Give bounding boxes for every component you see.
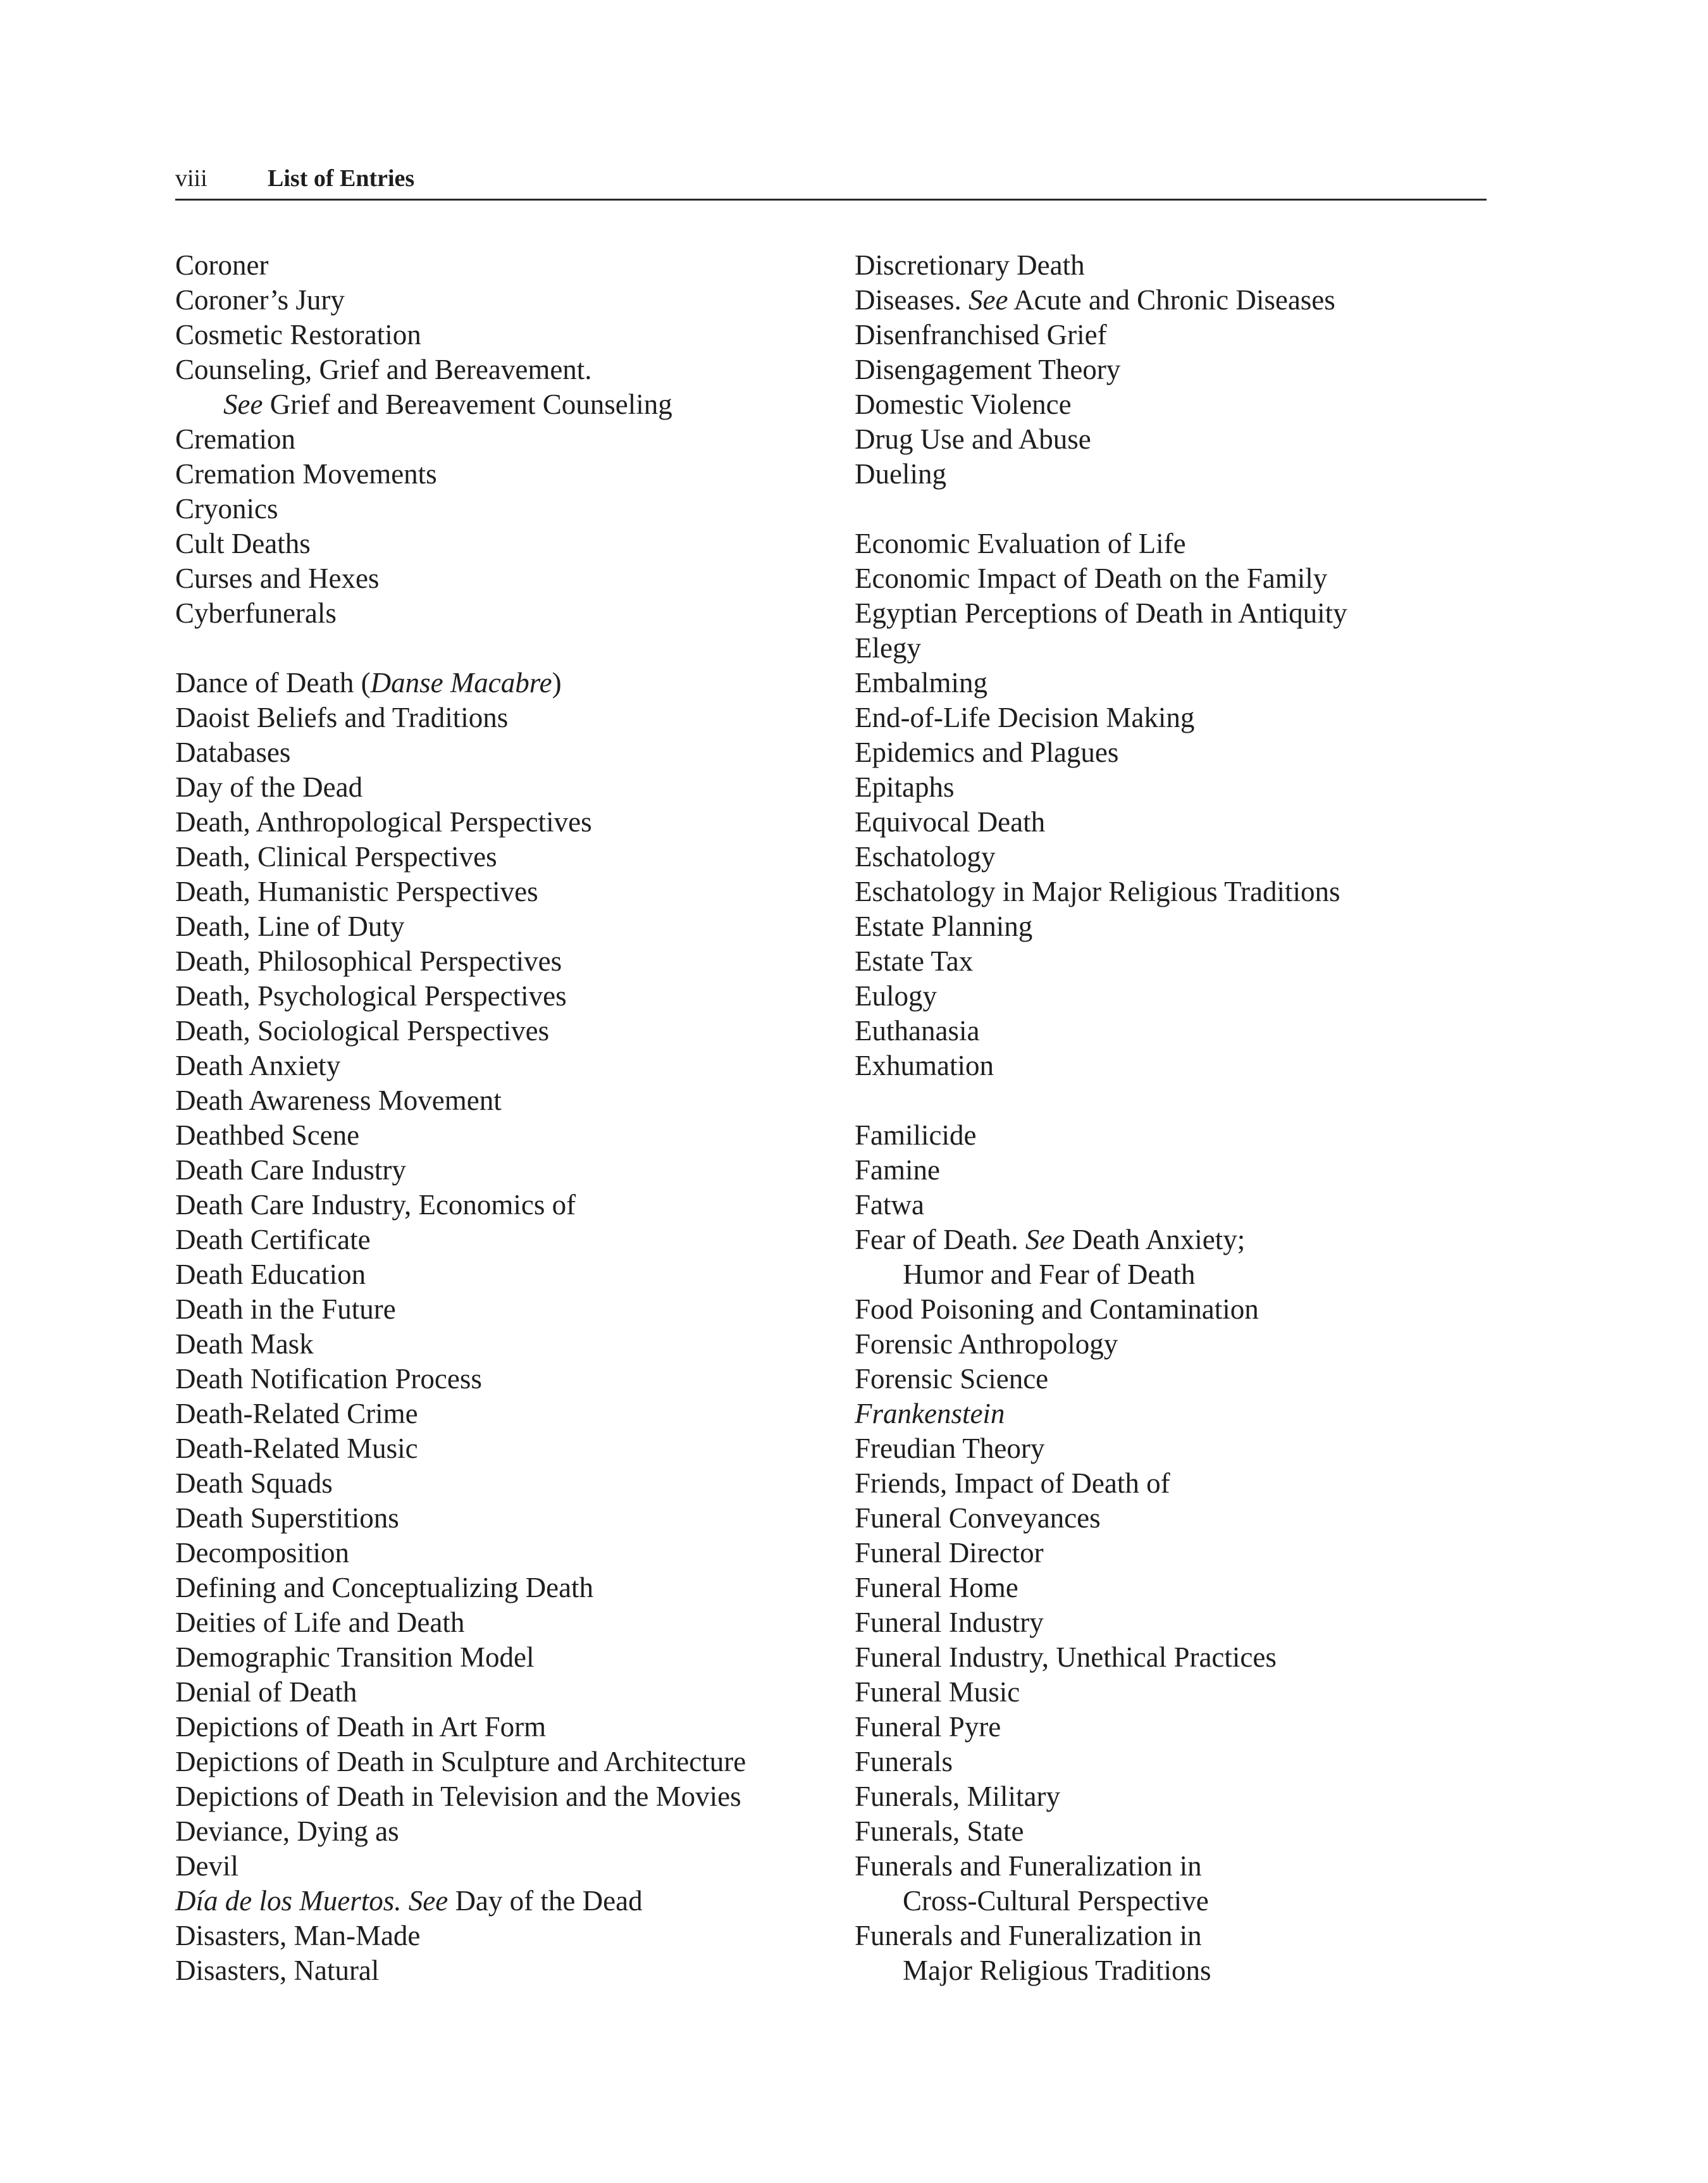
entry-continuation: Cross-Cultural Perspective	[903, 1885, 1209, 1917]
entry-item: Estate Planning	[855, 911, 1033, 942]
entry-item: Disenfranchised Grief	[855, 319, 1107, 351]
entry-item: Eschatology	[855, 841, 996, 873]
entry-item: Death Mask	[175, 1328, 314, 1360]
entry-item: Funeral Director	[855, 1537, 1044, 1569]
entry-item: Funerals and Funeralization in	[855, 1850, 1202, 1882]
entry-item: Economic Impact of Death on the Family	[855, 563, 1328, 594]
entry-item: Death, Philosophical Perspectives	[175, 945, 562, 977]
entry-item: Cremation	[175, 423, 295, 455]
entry-item: Depictions of Death in Television and the Movies	[175, 1781, 741, 1812]
entry-item: Deities of Life and Death	[175, 1607, 465, 1638]
entry-item: Deathbed Scene	[175, 1119, 360, 1151]
entry-item: Curses and Hexes	[175, 563, 380, 594]
section-gap	[855, 1083, 1487, 1118]
entry-item: Cyberfunerals	[175, 597, 337, 629]
entry-item: Elegy	[855, 632, 921, 664]
entry-item: Disengagement Theory	[855, 354, 1121, 385]
entry-item: Dueling	[855, 458, 946, 490]
entry-item: Cult Deaths	[175, 528, 311, 559]
entry-item: Egyptian Perceptions of Death in Antiquity	[855, 597, 1347, 629]
entry-item: Embalming	[855, 667, 987, 699]
entry-item: Death Care Industry	[175, 1154, 406, 1186]
entry-item: Death in the Future	[175, 1293, 396, 1325]
cross-reference-target: Day of the Dead	[448, 1885, 643, 1917]
entry-item: Death Squads	[175, 1467, 333, 1499]
entry-item: Death-Related Crime	[175, 1398, 418, 1429]
entry-item: Familicide	[855, 1119, 977, 1151]
entry-continuation: Humor and Fear of Death	[903, 1259, 1196, 1290]
entry-item: Estate Tax	[855, 945, 974, 977]
entry-item: Defining and Conceptualizing Death	[175, 1572, 594, 1603]
entry-item: Famine	[855, 1154, 940, 1186]
entry-item: Death Awareness Movement	[175, 1085, 502, 1116]
entry-item: End-of-Life Decision Making	[855, 702, 1195, 733]
entry-item: Death Certificate	[175, 1224, 371, 1255]
section-gap	[175, 631, 833, 666]
entry-item: Death, Clinical Perspectives	[175, 841, 497, 873]
cross-reference-target: Acute and Chronic Diseases	[1008, 284, 1335, 316]
entry-text: Diseases.	[855, 284, 968, 316]
entry-item: Exhumation	[855, 1050, 994, 1081]
entry-item: Death Notification Process	[175, 1363, 482, 1395]
entry-text: Dance of Death (	[175, 667, 371, 699]
entry-item: Daoist Beliefs and Traditions	[175, 702, 509, 733]
entry-text: )	[552, 667, 562, 699]
entry-item: Eulogy	[855, 980, 937, 1012]
entry-item: Counseling, Grief and Bereavement.	[175, 354, 592, 385]
entry-item: Devil	[175, 1850, 238, 1882]
entry-item	[855, 283, 1487, 318]
entry-item: Forensic Anthropology	[855, 1328, 1118, 1360]
entry-item	[855, 1222, 1487, 1257]
entry-item: Funerals	[855, 1746, 953, 1777]
entry-item: Cryonics	[175, 493, 278, 525]
entry-item: Eschatology in Major Religious Traditions	[855, 876, 1340, 907]
entry-item: Cremation Movements	[175, 458, 437, 490]
entry-item: Death Education	[175, 1259, 366, 1290]
entry-italic-text: Día de los Muertos.	[175, 1885, 402, 1917]
running-title: List of Entries	[268, 165, 415, 192]
entry-item: Death, Anthropological Perspectives	[175, 806, 592, 838]
entry-item: Cosmetic Restoration	[175, 319, 421, 351]
entry-item: Domestic Violence	[855, 389, 1072, 420]
entry-item: Economic Evaluation of Life	[855, 528, 1186, 559]
entry-italic-text: Danse Macabre	[370, 667, 552, 699]
entry-item: Demographic Transition Model	[175, 1641, 535, 1673]
entry-item: Funeral Pyre	[855, 1711, 1001, 1743]
entry-text: Fear of Death.	[855, 1224, 1025, 1255]
entry-item: Friends, Impact of Death of	[855, 1467, 1170, 1499]
entry-item: Funeral Home	[855, 1572, 1018, 1603]
entry-item: Equivocal Death	[855, 806, 1046, 838]
entry-continuation	[175, 387, 833, 422]
entry-item: Death, Psychological Perspectives	[175, 980, 567, 1012]
entry-item: Epidemics and Plagues	[855, 737, 1119, 768]
entry-item: Day of the Dead	[175, 771, 363, 803]
entries-right-column	[855, 248, 1487, 1988]
entry-item: Death Superstitions	[175, 1502, 399, 1534]
see-reference: See	[1025, 1224, 1065, 1255]
entry-italic-text: Frankenstein	[855, 1398, 1005, 1429]
entry-item: Death Anxiety	[175, 1050, 341, 1081]
see-reference: See	[401, 1885, 449, 1917]
entry-item	[175, 666, 833, 700]
entry-item: Coroner	[175, 249, 269, 281]
entries-left-column	[175, 248, 833, 1988]
entry-item	[175, 1884, 833, 1919]
cross-reference-target: Death Anxiety;	[1065, 1224, 1246, 1255]
entry-item: Decomposition	[175, 1537, 349, 1569]
entry-item: Depictions of Death in Sculpture and Architecture	[175, 1746, 746, 1777]
see-reference: See	[968, 284, 1008, 316]
entry-item: Funeral Conveyances	[855, 1502, 1101, 1534]
entry-item: Death-Related Music	[175, 1433, 418, 1464]
entry-item: Funerals, Military	[855, 1781, 1060, 1812]
section-gap	[855, 492, 1487, 526]
entry-item	[855, 1396, 1487, 1431]
entry-item: Death, Sociological Perspectives	[175, 1015, 550, 1047]
entry-item: Databases	[175, 737, 291, 768]
entry-continuation: Major Religious Traditions	[903, 1955, 1211, 1986]
entry-item: Depictions of Death in Art Form	[175, 1711, 547, 1743]
see-reference: See	[223, 389, 263, 420]
entry-item: Funeral Industry	[855, 1607, 1044, 1638]
entry-item: Death Care Industry, Economics of	[175, 1189, 576, 1221]
entry-item: Euthanasia	[855, 1015, 980, 1047]
entry-item: Disasters, Man-Made	[175, 1920, 421, 1951]
entry-item: Death, Humanistic Perspectives	[175, 876, 538, 907]
page-number: viii	[175, 165, 207, 192]
entry-item: Food Poisoning and Contamination	[855, 1293, 1259, 1325]
entry-item: Forensic Science	[855, 1363, 1049, 1395]
entry-item: Epitaphs	[855, 771, 955, 803]
running-header	[175, 162, 1487, 201]
entry-item: Funerals and Funeralization in	[855, 1920, 1202, 1951]
entry-item: Coroner’s Jury	[175, 284, 345, 316]
entry-item: Death, Line of Duty	[175, 911, 405, 942]
entry-item: Drug Use and Abuse	[855, 423, 1091, 455]
entry-item: Fatwa	[855, 1189, 924, 1221]
entry-item: Funerals, State	[855, 1815, 1024, 1847]
entry-item: Denial of Death	[175, 1676, 357, 1708]
entry-item: Disasters, Natural	[175, 1955, 380, 1986]
entry-item: Funeral Industry, Unethical Practices	[855, 1641, 1277, 1673]
entry-item: Freudian Theory	[855, 1433, 1045, 1464]
entry-item: Deviance, Dying as	[175, 1815, 399, 1847]
entry-item: Discretionary Death	[855, 249, 1085, 281]
entry-item: Funeral Music	[855, 1676, 1020, 1708]
cross-reference-target: Grief and Bereavement Counseling	[263, 389, 672, 420]
